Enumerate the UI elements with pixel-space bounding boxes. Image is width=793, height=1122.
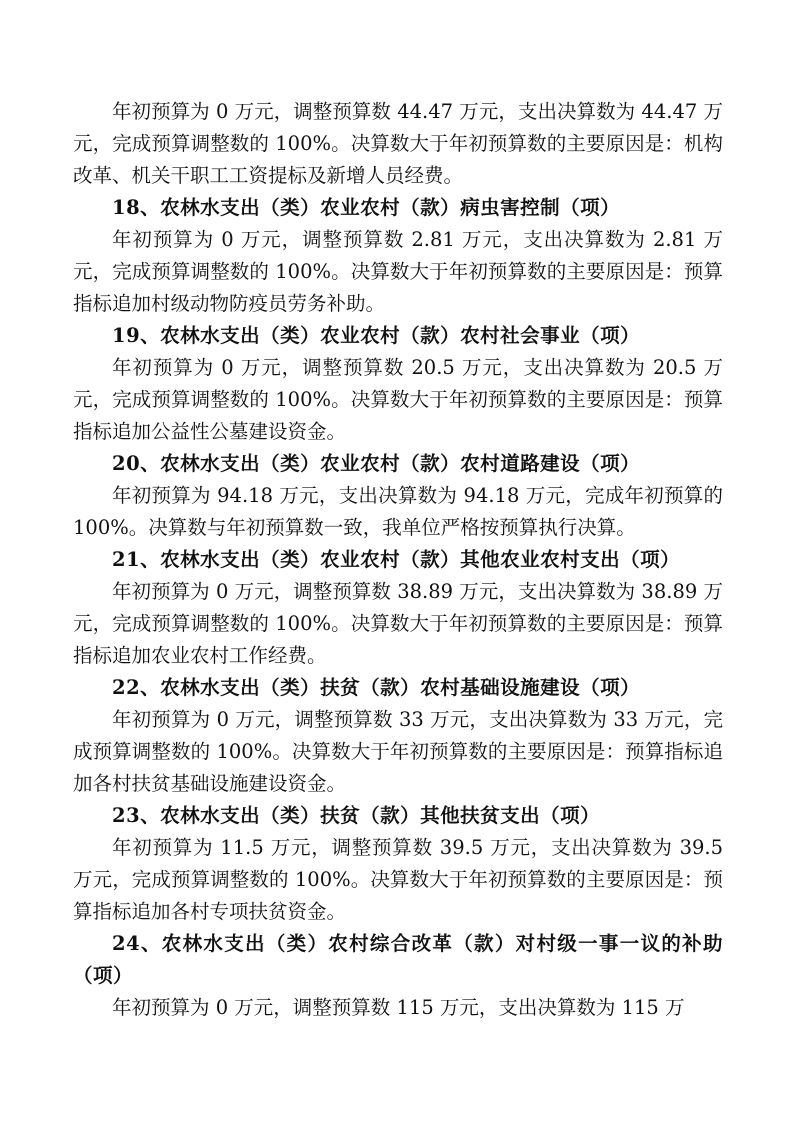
section-heading-21: 21、农林水支出（类）农业农村（款）其他农业农村支出（项） xyxy=(112,548,681,571)
section-heading-23: 23、农林水支出（类）扶贫（款）其他扶贫支出（项） xyxy=(112,804,601,827)
section-heading-20: 20、农林水支出（类）农业农村（款）农村道路建设（项） xyxy=(112,452,641,475)
document-page xyxy=(73,96,723,1024)
section-body-intro: 年初预算为 0 万元，调整预算数 44.47 万元，支出决算数为 44.47 万元，完成预算调整数的 100%。决算数大于年初预算数的主要原因是：机构改革、机关干职工工资提标及新增人员经费。 xyxy=(73,100,723,187)
section-heading-18: 18、农林水支出（类）农业农村（款）病虫害控制（项） xyxy=(112,196,621,219)
section-body-20: 年初预算为 94.18 万元，支出决算数为 94.18 万元，完成年初预算的 100%。决算数与年初预算数一致，我单位严格按预算执行决算。 xyxy=(73,484,723,539)
section-heading-22: 22、农林水支出（类）扶贫（款）农村基础设施建设（项） xyxy=(112,676,641,699)
section-body-23: 年初预算为 11.5 万元，调整预算数 39.5 万元，支出决算数为 39.5 万元，完成预算调整数的 100%。决算数大于年初预算数的主要原因是：预算指标追加各村专项扶贫资金。 xyxy=(73,836,723,923)
section-body-19: 年初预算为 0 万元，调整预算数 20.5 万元，支出决算数为 20.5 万元，完成预算调整数的 100%。决算数大于年初预算数的主要原因是：预算指标追加公益性公墓建设资金。 xyxy=(73,356,723,443)
section-heading-19: 19、农林水支出（类）农业农村（款）农村社会事业（项） xyxy=(112,324,641,347)
section-body-24: 年初预算为 0 万元，调整预算数 115 万元，支出决算数为 115 万 xyxy=(112,996,685,1019)
section-body-22: 年初预算为 0 万元，调整预算数 33 万元，支出决算数为 33 万元，完成预算调整数的 100%。决算数大于年初预算数的主要原因是：预算指标追加各村扶贫基础设施建设资金。 xyxy=(73,708,723,795)
section-heading-24: 24、农林水支出（类）农村综合改革（款）对村级一事一议的补助（项） xyxy=(73,932,723,987)
section-body-21: 年初预算为 0 万元，调整预算数 38.89 万元，支出决算数为 38.89 万元，完成预算调整数的 100%。决算数大于年初预算数的主要原因是：预算指标追加农业农村工作经费。 xyxy=(73,580,723,667)
section-body-18: 年初预算为 0 万元，调整预算数 2.81 万元，支出决算数为 2.81 万元，完成预算调整数的 100%。决算数大于年初预算数的主要原因是：预算指标追加村级动物防疫员劳务补助。 xyxy=(73,228,723,315)
